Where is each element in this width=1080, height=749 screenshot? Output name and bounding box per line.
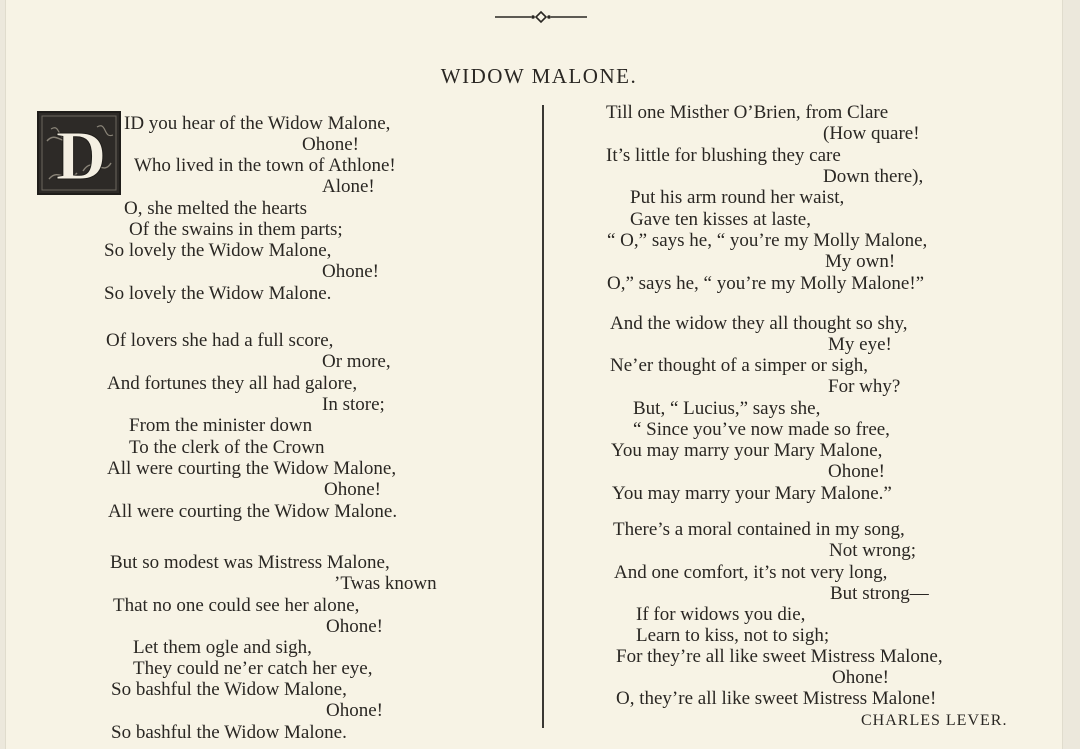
poem-line: Alone!	[322, 176, 375, 197]
column-divider	[542, 105, 544, 728]
poem-line: O, she melted the hearts	[124, 198, 308, 219]
poem-line: O, they’re all like sweet Mistress Malone!	[616, 688, 937, 709]
poem-title: WIDOW MALONE.	[440, 64, 638, 88]
book-page	[6, 0, 1062, 749]
poem-line: Learn to kiss, not to sigh;	[636, 625, 830, 646]
poem-line: To the clerk of the Crown	[129, 437, 325, 458]
poem-line: My own!	[825, 251, 896, 272]
poem-line: That no one could see her alone,	[113, 595, 360, 616]
poem-line: You may marry your Mary Malone.”	[612, 483, 892, 504]
poem-line: And the widow they all thought so shy,	[610, 313, 908, 334]
poem-line: Ohone!	[302, 134, 359, 155]
poem-line: They could ne’er catch her eye,	[133, 658, 373, 679]
poem-line: ID you hear of the Widow Malone,	[124, 113, 391, 134]
poem-line: For why?	[828, 376, 901, 397]
poem-line: “ Since you’ve now made so free,	[633, 419, 890, 440]
poem-line: If for widows you die,	[636, 604, 806, 625]
illuminated-dropcap-icon	[37, 111, 121, 195]
poem-line: My eye!	[828, 334, 892, 355]
poem-line: And fortunes they all had galore,	[107, 373, 358, 394]
poem-line: Ohone!	[322, 261, 379, 282]
poem-line: Till one Misther O’Brien, from Clare	[606, 102, 889, 123]
poem-line: Let them ogle and sigh,	[133, 637, 312, 658]
poem-line: From the minister down	[129, 415, 313, 436]
author-signature: CHARLES LEVER.	[861, 712, 1008, 729]
poem-line: And one comfort, it’s not very long,	[614, 562, 888, 583]
poem-line: There’s a moral contained in my song,	[613, 519, 905, 540]
poem-line: You may marry your Mary Malone,	[611, 440, 883, 461]
poem-line: But, “ Lucius,” says she,	[633, 398, 821, 419]
poem-line: Ne’er thought of a simper or sigh,	[610, 355, 869, 376]
poem-line: Ohone!	[828, 461, 885, 482]
poem-line: Of the swains in them parts;	[129, 219, 343, 240]
poem-line: So lovely the Widow Malone,	[104, 240, 332, 261]
poem-line: But strong—	[830, 583, 929, 604]
poem-line: Down there),	[823, 166, 924, 187]
poem-line: Ohone!	[832, 667, 889, 688]
poem-line: Ohone!	[324, 479, 381, 500]
ornament-icon	[495, 10, 587, 24]
poem-line: Or more,	[322, 351, 391, 372]
poem-line: But so modest was Mistress Malone,	[110, 552, 390, 573]
poem-line: All were courting the Widow Malone,	[107, 458, 397, 479]
poem-line: Not wrong;	[829, 540, 917, 561]
poem-line: ’Twas known	[334, 573, 437, 594]
poem-line: Ohone!	[326, 700, 383, 721]
poem-line: All were courting the Widow Malone.	[108, 501, 398, 522]
poem-line: It’s little for blushing they care	[606, 145, 841, 166]
dropcap-letter: D	[55, 118, 107, 195]
poem-line: (How quare!	[823, 123, 920, 144]
poem-line: For they’re all like sweet Mistress Malone,	[616, 646, 943, 667]
poem-line: Gave ten kisses at laste,	[630, 209, 811, 230]
poem-line: Ohone!	[326, 616, 383, 637]
poem-line: So lovely the Widow Malone.	[104, 283, 332, 304]
poem-line: In store;	[322, 394, 385, 415]
poem-line: O,” says he, “ you’re my Molly Malone!”	[607, 273, 925, 294]
poem-line: So bashful the Widow Malone,	[111, 679, 347, 700]
poem-line: Who lived in the town of Athlone!	[134, 155, 396, 176]
poem-line: Put his arm round her waist,	[630, 187, 845, 208]
poem-line: So bashful the Widow Malone.	[111, 722, 347, 743]
poem-line: Of lovers she had a full score,	[106, 330, 334, 351]
poem-line: “ O,” says he, “ you’re my Molly Malone,	[607, 230, 928, 251]
